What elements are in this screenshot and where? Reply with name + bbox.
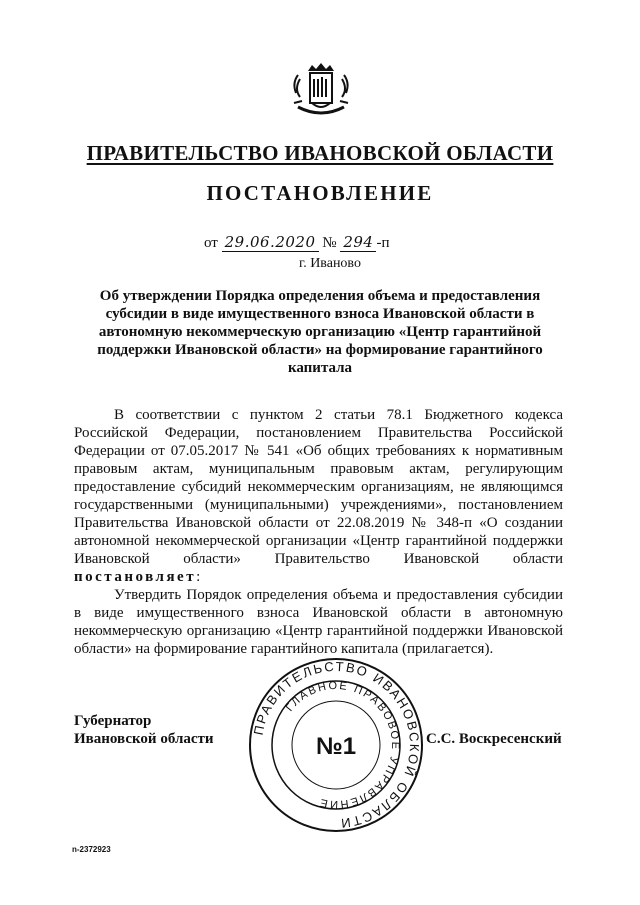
document-subject: Об утверждении Порядка определения объема и предоставления субсидии в виде имущественного взноса Ивановской области в автономную некоммерческую организацию «Центр гарантийной поддержки Ивановской области» на формирование гарантийного капитала [97,288,543,376]
document-type: ПОСТАНОВЛЕНИЕ [206,181,434,205]
city: г. Иваново [299,256,361,271]
stamp-outer-text: ПРАВИТЕЛЬСТВО ИВАНОВСКОЙ ОБЛАСТИ [250,658,423,832]
document-date: 29.06.2020 [222,233,319,252]
document-body [74,406,563,658]
number-prefix: № [322,235,337,251]
resolves-word: постановляет [74,569,197,585]
body-paragraph: Утвердить Порядок определения объема и предоставления субсидии в виде имущественного взноса Ивановской области в автономную некоммерческую организацию «Центр гарантийной поддержки Ивановской области» на формирование гарантийного капитала (прилагается). [74,587,563,657]
document-number: 294 [340,233,376,252]
date-number-line [204,233,389,252]
number-suffix: -п [376,235,390,251]
stamp-number: №1 [315,733,357,760]
signatory-position: Губернатор Ивановской области [74,713,214,747]
stamp-inner-text: ГЛАВНОЕ ПРАВОВОЕ УПРАВЛЕНИЕ [283,679,402,811]
body-paragraph: В соответствии с пунктом 2 статьи 78.1 Бюджетного кодекса Российской Федерации, постановлением Правительства Российской Федерации от 07.05.2017 № 541 «Об общих требованиях к нормативным правовым актам, муниципальным правовым актам, регулирующим предоставление субсидий некоммерческим организациям, не являющимся государственными (муниципальными) учреждениями», постановлением Правительства Ивановской области от 22.08.2019 № 348-п «О создании автономной некоммерческой организации «Центр гарантийной поддержки Ивановской области» Правительство Ивановской области постановляет: [74,407,563,585]
document-code: n-2372923 [72,845,111,854]
date-prefix: от [204,235,218,251]
signatory-name: С.С. Воскресенский [426,731,562,747]
official-stamp-icon [246,655,426,835]
coat-of-arms-icon [290,63,352,121]
organization-title: ПРАВИТЕЛЬСТВО ИВАНОВСКОЙ ОБЛАСТИ [86,141,554,165]
